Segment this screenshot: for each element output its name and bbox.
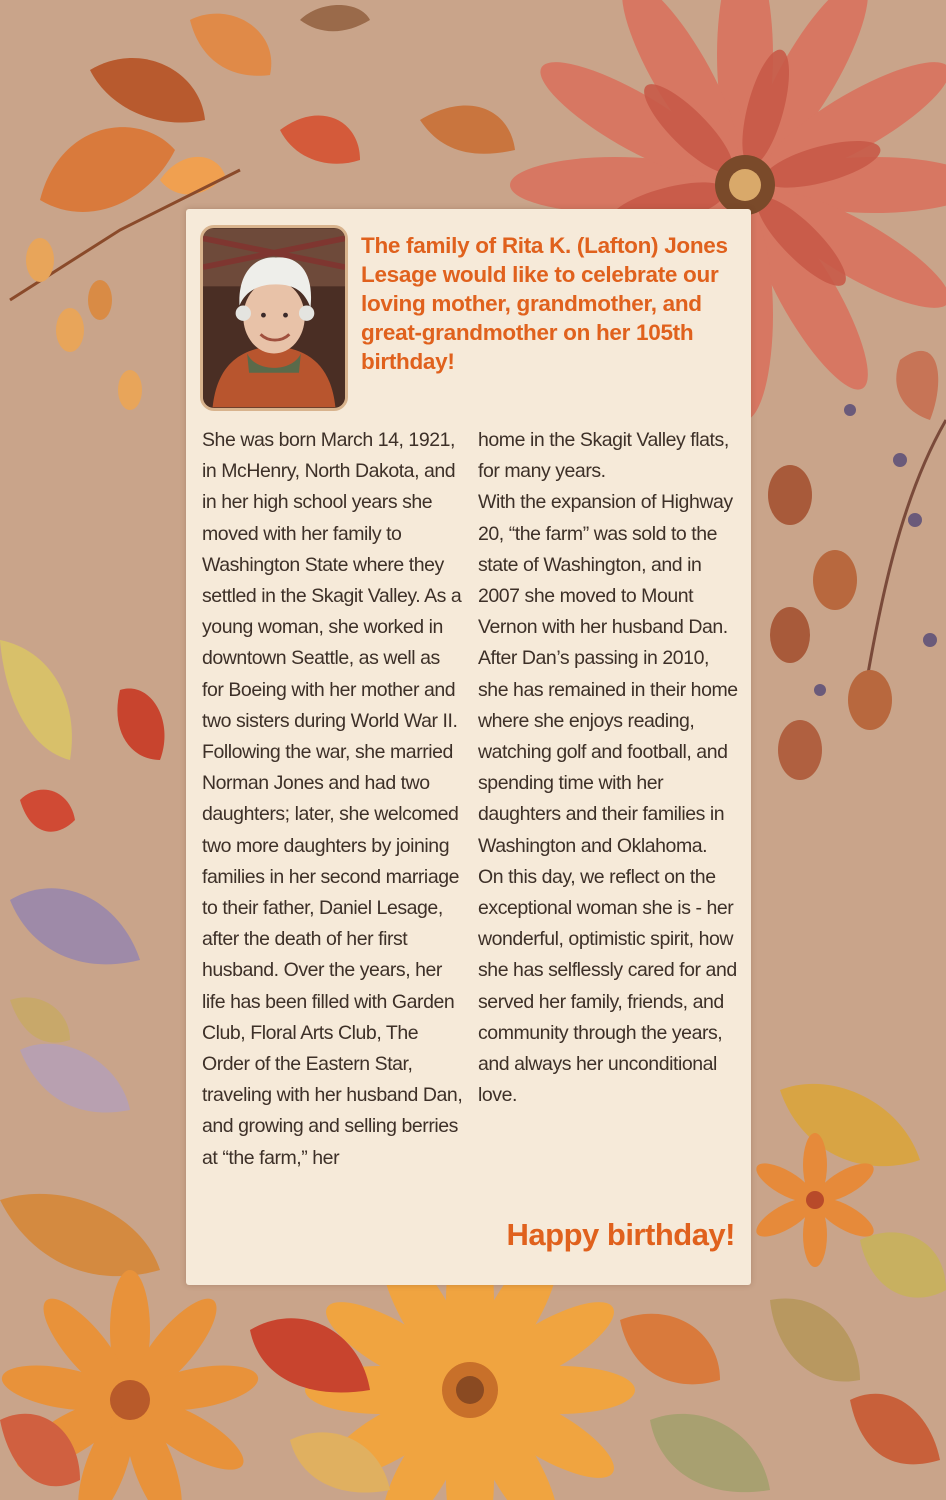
body-column-left bbox=[202, 425, 464, 1174]
paragraph-birth: She was born March 14, 1921, in McHenry, North Dakota, and in her high school years she moved with her family to Washington State where they settled in the Skagit Valley. As a young woman, she worked in downtown Seattle, as well as for Boeing with her mother and two sisters during World War II. bbox=[202, 429, 462, 732]
autumn-leaves-left bbox=[0, 640, 164, 1276]
body-column-right bbox=[478, 425, 740, 1111]
paragraph-farm-continued: home in the Skagit Valley flats, for many years. bbox=[478, 429, 729, 483]
autumn-leaves-right-lower bbox=[751, 1084, 946, 1382]
berry-sprigs-right bbox=[768, 351, 946, 780]
portrait-photo bbox=[200, 225, 348, 411]
paragraph-family: Following the war, she married Norman Jones and had two daughters; later, she welcomed two more daughters by joining families in her second marriage to their father, Daniel Lesage, after the death of her first husband. Over the years, her life has been filled with Garden Club, Floral Arts Club, The Order of the Eastern Star, traveling with her husband Dan, and growing and selling berries at “the farm,” her bbox=[202, 741, 463, 1169]
paragraph-reflection: On this day, we reflect on the exceptional woman she is - her wonderful, optimistic spirit, how she has selflessly cared for and served her family, friends, and community through the years, and always her unconditional love. bbox=[478, 865, 737, 1107]
announcement-headline: The family of Rita K. (Lafton) Jones Lesage would like to celebrate our loving mother, grandmother, and great-grandmother on her 105th birthday! bbox=[361, 233, 728, 374]
portrait-illustration bbox=[203, 228, 345, 408]
announcement-card bbox=[186, 209, 751, 1285]
paragraph-highway: With the expansion of Highway 20, “the farm” was sold to the state of Washington, and in 2007 she moved to Mount Vernon with her husband Dan. After Dan’s passing in 2010, she has remained in their home where she enjoys reading, watching golf and football, and spending time with her daughters and their families in Washington and Oklahoma. bbox=[478, 491, 738, 857]
closing-greeting: Happy birthday! bbox=[506, 1217, 735, 1252]
